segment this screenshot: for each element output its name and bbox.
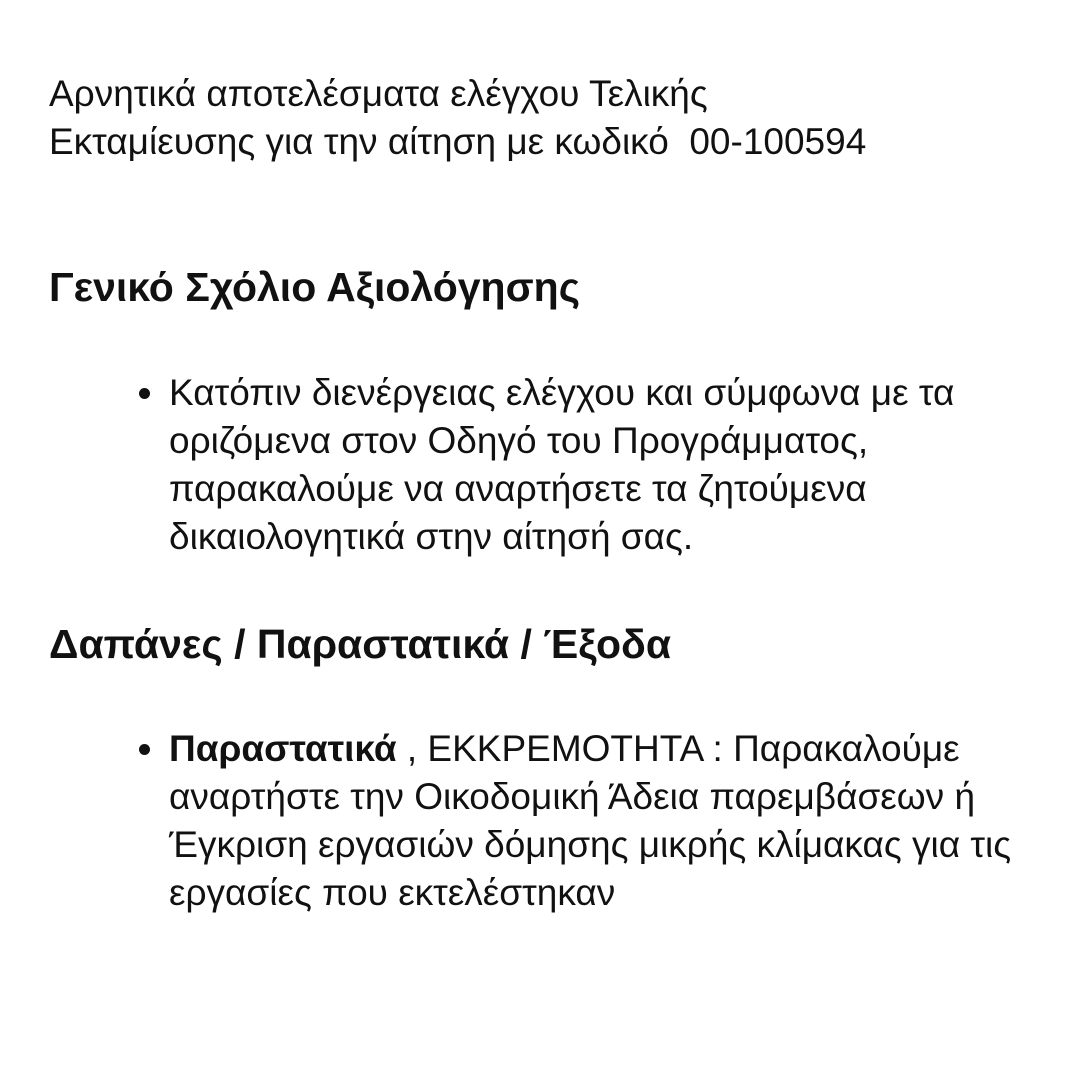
expense-item-label: Παραστατικά	[169, 728, 397, 769]
section-title-general-comment: Γενικό Σχόλιο Αξιολόγησης	[49, 264, 581, 310]
list-item	[49, 369, 1029, 561]
general-comment-text: Κατόπιν διενέργειας ελέγχου και σύμφωνα με τα οριζόμενα στον Οδηγό του Προγράμματος, παρακαλούμε να αναρτήσετε τα ζητούμενα δικαιολογητικά στην αίτησή σας.	[169, 372, 955, 557]
list-item	[49, 725, 1029, 917]
bullet-icon	[139, 388, 150, 399]
general-comment-list	[49, 369, 1049, 561]
intro-line-1: Αρνητικά αποτελέσματα ελέγχου Τελικής	[49, 73, 708, 114]
document-body	[49, 70, 1049, 917]
expense-item-text: , ΕΚΚΡΕΜΟΤΗΤΑ : Παρακαλούμε αναρτήστε την Οικοδομική Άδεια παρεμβάσεων ή Έγκριση εργασιών δόμησης μικρής κλίμακας για τις εργασίες που εκτελέστηκαν	[169, 728, 1012, 913]
intro-text	[49, 70, 1049, 166]
bullet-icon	[139, 744, 150, 755]
intro-line-2: Εκταμίευσης για την αίτηση με κωδικό 00-100594	[49, 121, 867, 162]
expenses-list	[49, 725, 1049, 917]
section-title-expenses: Δαπάνες / Παραστατικά / Έξοδα	[49, 621, 672, 667]
